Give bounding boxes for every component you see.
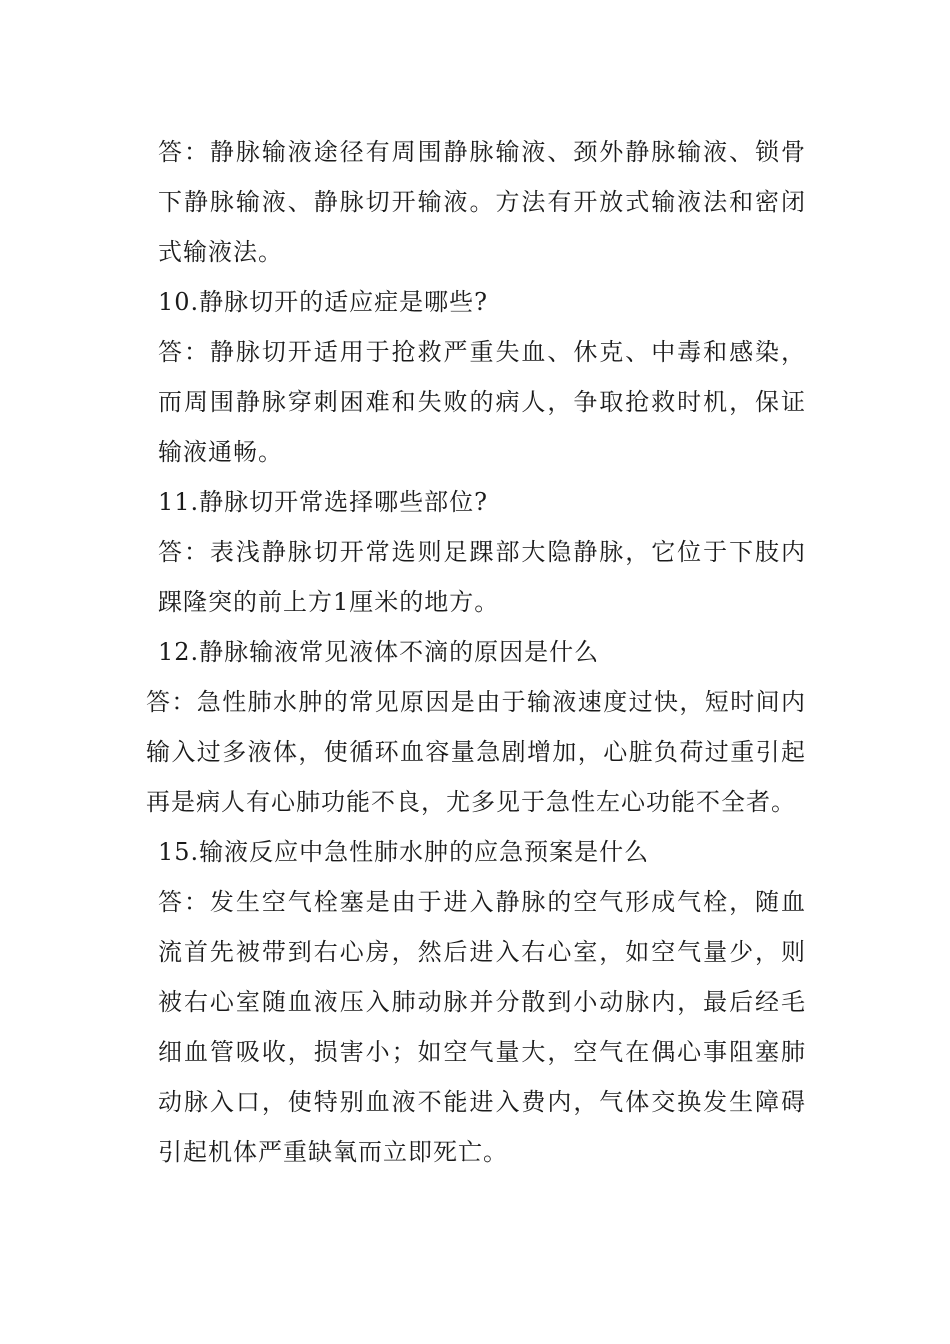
question-heading: 11.静脉切开常选择哪些部位? — [158, 488, 489, 516]
answer-paragraph: 答：静脉切开适用于抢救严重失血、休克、中毒和感染，而周围静脉穿刺困难和失败的病人，争取抢救时机，保证输液通畅。 — [158, 338, 806, 466]
answer-paragraph: 答：发生空气栓塞是由于进入静脉的空气形成气栓，随血流首先被带到右心房，然后进入右心室，如空气量少，则被右心室随血液压入肺动脉并分散到小动脉内，最后经毛细血管吸收，损害小；如空气量大，空气在偶心事阻塞肺动脉入口，使特别血液不能进入费内，气体交换发生障碍引起机体严重缺氧而立即死亡。 — [158, 888, 806, 1166]
question-heading: 12.静脉输液常见液体不滴的原因是什么 — [158, 638, 600, 666]
question-heading: 15.输液反应中急性肺水肿的应急预案是什么 — [158, 838, 650, 866]
question-heading: 10.静脉切开的适应症是哪些? — [158, 288, 489, 316]
answer-paragraph: 答：静脉输液途径有周围静脉输液、颈外静脉输液、锁骨下静脉输液、静脉切开输液。方法有开放式输液法和密闭式输液法。 — [158, 138, 806, 266]
document-body — [146, 127, 806, 1177]
answer-paragraph: 答：表浅静脉切开常选则足踝部大隐静脉，它位于下肢内踝隆突的前上方1厘米的地方。 — [158, 538, 806, 616]
answer-paragraph: 答：急性肺水肿的常见原因是由于输液速度过快，短时间内输入过多液体，使循环血容量急剧增加，心脏负荷过重引起再是病人有心肺功能不良，尤多见于急性左心功能不全者。 — [146, 688, 806, 816]
